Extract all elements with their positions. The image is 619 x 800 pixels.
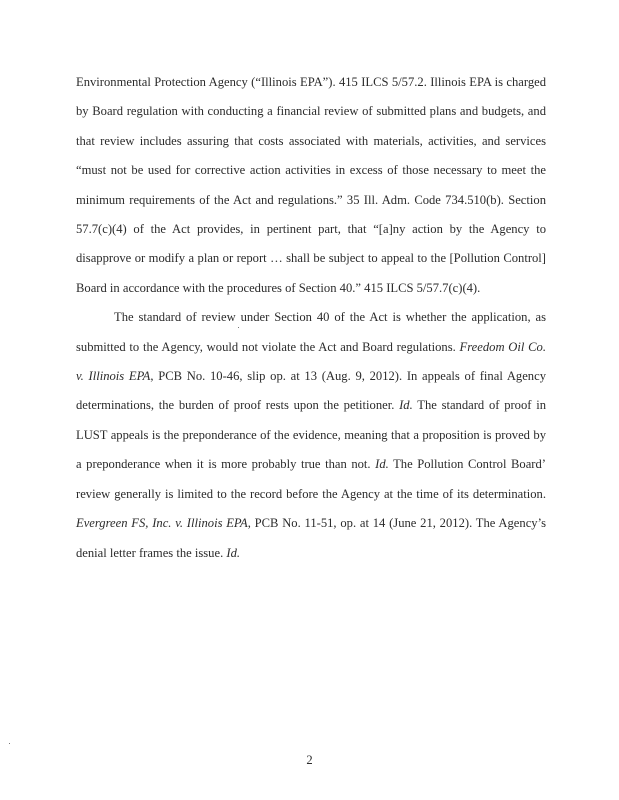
page-number: 2 — [306, 753, 313, 767]
paragraph-text: The standard of review under Section 40 of the Act is whether the application, as submitted to the Agency, would not violate the Act and Board regulations. — [76, 310, 546, 354]
paragraph-text: The standard of proof in LUST appeals is the preponderance of the evidence, meaning that a proposition is proved by a preponderance when it is more probably true than not. — [76, 398, 547, 472]
paragraph-text: , PCB No. 11-51, op. at 14 (June 21, 2012). The Agency’s denial letter frames the issue. — [76, 516, 546, 560]
paragraph-text: , PCB No. 10-46, slip op. at 13 (Aug. 9, 2012). In appeals of final Agency determinations, the burden of proof rests upon the petitioner. — [76, 369, 546, 413]
case-citation: Id. — [226, 545, 241, 560]
case-citation: Id. — [375, 457, 389, 472]
paragraph-continued — [76, 68, 546, 303]
body-text — [76, 68, 546, 568]
case-citation: Freedom Oil Co. v. Illinois EPA — [76, 339, 546, 384]
scan-speck — [9, 743, 10, 744]
scan-speck — [238, 327, 239, 328]
paragraph-standard-of-review — [76, 303, 546, 568]
paragraph-text: Environmental Protection Agency (“Illinois EPA”). 415 ILCS 5/57.2. Illinois EPA is charged by Board regulation with conducting a financial review of submitted plans and budgets, and that review includes assuring that costs associated with materials, activities, and services “must not be used for corrective action activities in excess of those necessary to meet the minimum requirements of the Act and regulations.” 35 Ill. Adm. Code 734.510(b). Section 57.7(c)(4) of the Act provides, in pertinent part, that “[a]ny action by the Agency to disapprove or modify a plan or report … shall be subject to appeal to the [Pollution Control] Board in accordance with the procedures of Section 40.” 415 ILCS 5/57.7(c)(4). — [76, 75, 546, 295]
case-citation: Id. — [399, 398, 413, 413]
case-citation: Evergreen FS, Inc. v. Illinois EPA — [76, 516, 248, 531]
paragraph-text: The Pollution Control Board’ review generally is limited to the record before the Agency at the time of its determination. — [76, 457, 546, 501]
